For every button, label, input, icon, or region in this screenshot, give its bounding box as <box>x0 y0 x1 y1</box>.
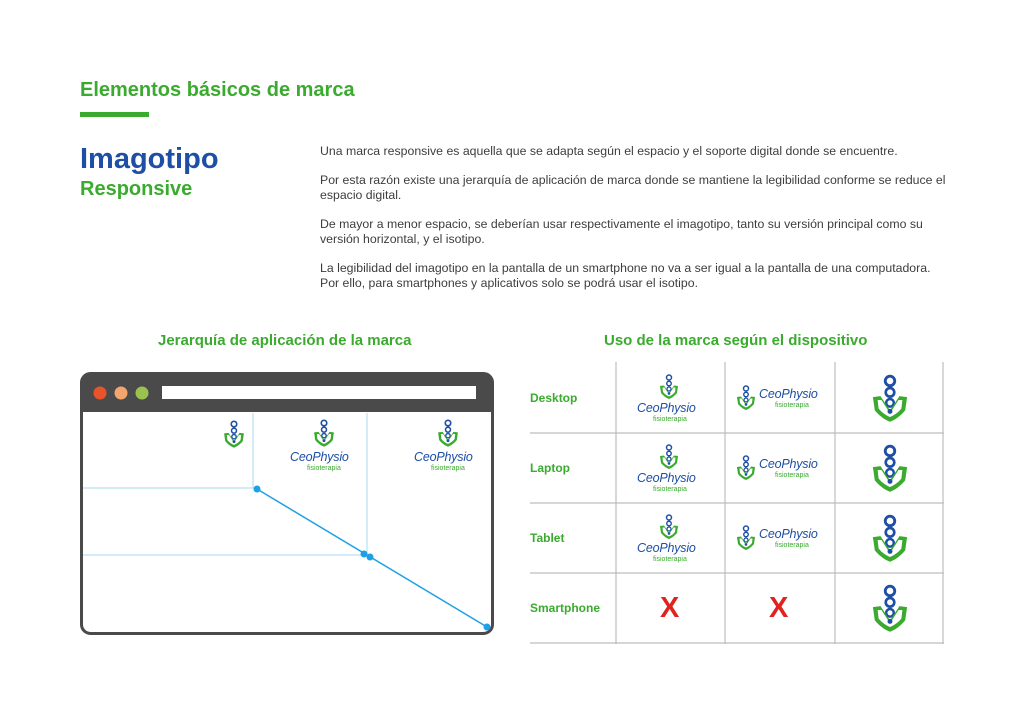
brand-wordmark: CeoPhysio <box>759 527 818 541</box>
intro-text <box>320 144 950 305</box>
isotipo-icon <box>871 514 909 564</box>
brand-tagline: fisioterapia <box>431 465 465 472</box>
row-label-laptop: Laptop <box>530 461 570 475</box>
brand-tagline: fisioterapia <box>775 472 809 479</box>
isotipo-icon <box>871 444 909 494</box>
brand-tagline: fisioterapia <box>653 416 687 423</box>
section-underline <box>80 112 149 117</box>
device-usage-title: Uso de la marca según el dispositivo <box>604 332 868 349</box>
brand-wordmark: CeoPhysio <box>414 450 473 464</box>
brand-tagline: fisioterapia <box>653 556 687 563</box>
intro-paragraph-4: La legibilidad del imagotipo en la pantalla de un smartphone no va a ser igual a la pantalla de una computadora. Por ello, para smartphones y aplicativos solo se podrá usar el isotipo. <box>320 261 931 290</box>
brand-wordmark: CeoPhysio <box>637 541 696 555</box>
browser-frame <box>80 372 494 635</box>
isotipo-icon <box>871 374 909 424</box>
imagotipo-icon <box>437 419 459 448</box>
maximize-dot-icon <box>136 387 149 400</box>
intro-paragraph-1: Una marca responsive es aquella que se adapta según el espacio y el soporte digital donde se encuentre. <box>320 144 898 158</box>
isotipo-icon <box>871 584 909 634</box>
minimize-dot-icon <box>115 387 128 400</box>
intro-paragraph-2: Por esta razón existe una jerarquía de aplicación de marca donde se mantiene la legibilidad conforme se reduce el espacio digital. <box>320 173 946 202</box>
brand-wordmark: CeoPhysio <box>759 457 818 471</box>
imagotipo-horizontal-icon <box>736 455 756 481</box>
not-allowed-icon: X <box>769 592 789 624</box>
brand-wordmark: CeoPhysio <box>290 450 349 464</box>
brand-wordmark: CeoPhysio <box>637 401 696 415</box>
brand-tagline: fisioterapia <box>307 465 341 472</box>
page-subtitle: Responsive <box>80 178 193 200</box>
imagotipo-icon <box>659 374 679 400</box>
brand-tagline: fisioterapia <box>775 402 809 409</box>
brand-wordmark: CeoPhysio <box>637 471 696 485</box>
row-label-desktop: Desktop <box>530 391 578 405</box>
isotipo-icon <box>223 420 245 449</box>
address-bar <box>162 386 476 399</box>
brand-wordmark: CeoPhysio <box>759 387 818 401</box>
imagotipo-icon <box>659 514 679 540</box>
imagotipo-horizontal-icon <box>736 385 756 411</box>
imagotipo-horizontal-icon <box>736 525 756 551</box>
section-title: Elementos básicos de marca <box>80 79 355 101</box>
brand-tagline: fisioterapia <box>775 542 809 549</box>
intro-paragraph-3: De mayor a menor espacio, se deberían usar respectivamente el imagotipo, tanto su versión principal como su versión horizontal, y el isotipo. <box>320 217 923 246</box>
row-label-tablet: Tablet <box>530 531 565 545</box>
not-allowed-icon: X <box>660 592 680 624</box>
hierarchy-title: Jerarquía de aplicación de la marca <box>158 332 412 349</box>
close-dot-icon <box>94 387 107 400</box>
imagotipo-icon <box>659 444 679 470</box>
brand-tagline: fisioterapia <box>653 486 687 493</box>
row-label-smartphone: Smartphone <box>530 601 601 615</box>
imagotipo-icon <box>313 419 335 448</box>
page-title: Imagotipo <box>80 143 219 175</box>
browser-mockup <box>80 372 494 635</box>
